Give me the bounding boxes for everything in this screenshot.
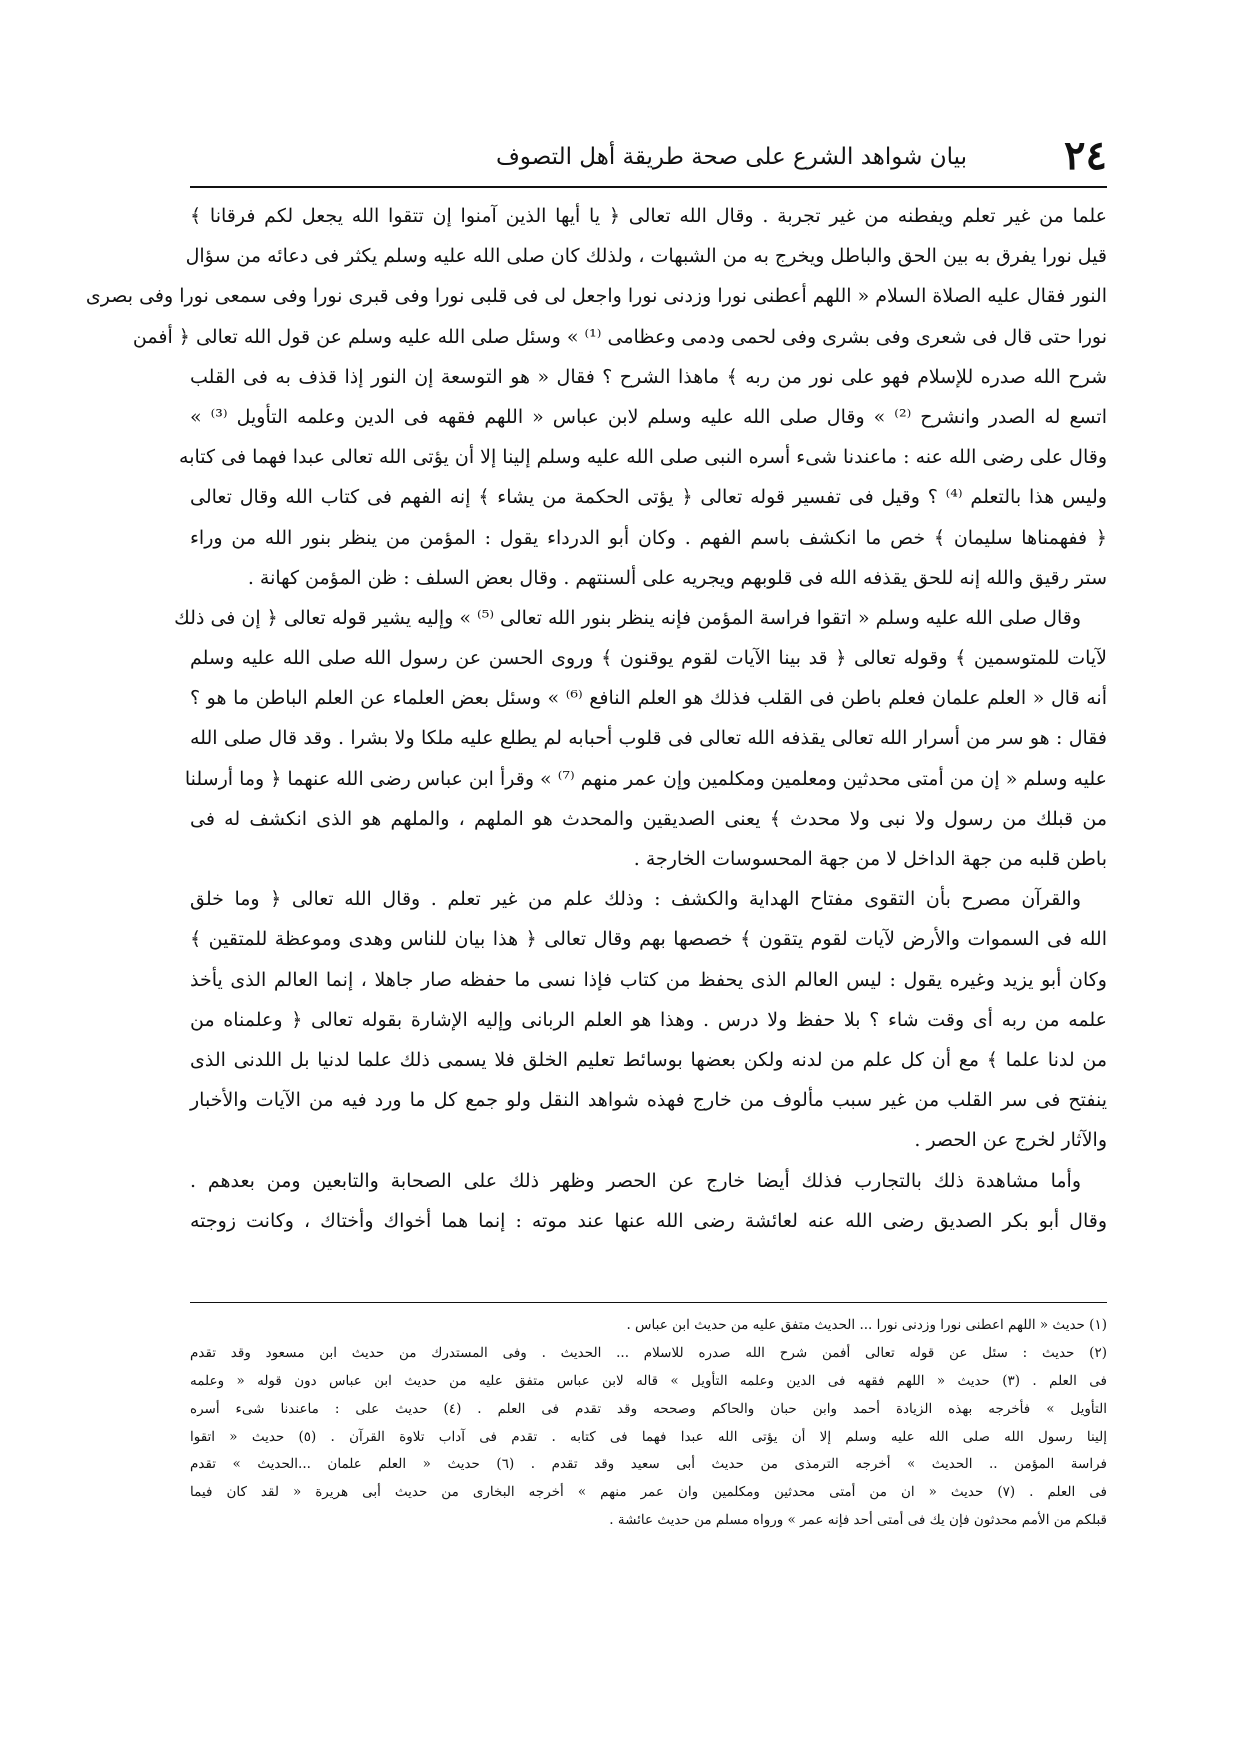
text-line: اتسع له الصدر وانشرح ⁽²⁾ » وقال صلى الله عليه وسلم لابن عباس « اللهم فقهه فى الدين وعلمه التأويل ⁽³⁾ » <box>190 405 1107 428</box>
text-line: فقال : هو سر من أسرار الله تعالى يقذفه الله تعالى فى قلوب أحبابه لم يطلع عليه ملكا ولا بشرا . وقد قال صلى الله <box>190 727 1107 750</box>
text-line: نورا حتى قال فى شعرى وفى بشرى وفى لحمى ودمى وعظامى ⁽¹⁾ » وسئل صلى الله عليه وسلم عن قول الله تعالى ﴿ أفمن <box>132 325 1107 348</box>
footnotes <box>190 1312 1107 1535</box>
footnote-line: قبلكم من الأمم محدثون فإن يك فى أمتى أحد فإنه عمر » ورواه مسلم من حديث عائشة . <box>609 1512 1107 1529</box>
text-line: وقال صلى الله عليه وسلم « اتقوا فراسة المؤمن فإنه ينظر بنور الله تعالى ⁽⁵⁾ » وإليه يشير قوله تعالى ﴿ إن فى ذلك <box>174 606 1081 629</box>
page-number: ٢٤ <box>1064 132 1107 179</box>
text-line: قيل نورا يفرق به بين الحق والباطل ويخرج به من الشبهات ، ولذلك كان صلى الله عليه وسلم يكثر فى دعائه من سؤال <box>185 245 1107 268</box>
text-line: عليه وسلم « إن من أمتى محدثين ومعلمين ومكلمين وإن عمر منهم ⁽⁷⁾ » وقرأ ابن عباس رضى الله عنهما ﴿ وما أرسلنا <box>184 767 1107 790</box>
running-title: بيان شواهد الشرع على صحة طريقة أهل التصوف <box>495 144 967 170</box>
footnote-line: (٢) حديث : سئل عن قوله تعالى أفمن شرح الله صدره للاسلام ... الحديث . وفى المستدرك من حديث ابن مسعود وقد تقدم <box>190 1344 1107 1361</box>
page-header <box>190 134 1107 184</box>
text-line: ستر رقيق والله إنه للحق يقذفه الله فى قلوبهم ويجريه على ألسنتهم . وقال بعض السلف : ظن المؤمن كهانة . <box>247 566 1107 589</box>
text-line: لآيات للمتوسمين ﴾ وقوله تعالى ﴿ قد بينا الآيات لقوم يوقنون ﴾ وروى الحسن عن رسول الله صلى الله عليه وسلم <box>190 647 1107 670</box>
text-line: والآثار لخرج عن الحصر . <box>914 1129 1107 1152</box>
footnote-line: فراسة المؤمن .. الحديث » أخرجه الترمذى من حديث أبى سعيد وقد تقدم . (٦) حديث « العلم علمان ...الحديث » تقدم <box>190 1456 1107 1473</box>
footnote-rule <box>190 1302 1107 1303</box>
text-line: ينفتح فى سر القلب من غير سبب مألوف من خارج فهذه شواهد النقل ولو جمع كل ما ورد فيه من الآيات والأخبار <box>190 1089 1107 1112</box>
text-line: وقال أبو بكر الصديق رضى الله عنه لعائشة رضى الله عنها عند موته : إنما هما أخواك وأختاك ، وكانت زوجته <box>190 1209 1107 1232</box>
footnote-line: فى العلم . (٧) حديث « ان من أمتى محدثين ومكلمين وان عمر منهم » أخرجه البخارى من حديث أبى هريرة « لقد كان فيما <box>190 1484 1107 1501</box>
text-line: من قبلك من رسول ولا نبى ولا محدث ﴾ يعنى الصديقين والمحدث هو الملهم ، والملهم هو الذى انكشف له فى <box>190 807 1107 830</box>
main-text <box>85 196 1108 1241</box>
text-line: الله فى السموات والأرض لآيات لقوم يتقون ﴾ خصصها بهم وقال تعالى ﴿ هذا بيان للناس وهدى وموعظة للمتقين ﴾ <box>190 928 1107 951</box>
text-line: وقال على رضى الله عنه : ماعندنا شىء أسره النبى صلى الله عليه وسلم إلينا إلا أن يؤتى الله تعالى عبدا فهما فى كتابه <box>179 446 1107 469</box>
text-line: من لدنا علما ﴾ مع أن كل علم من لدنه ولكن بعضها بوسائط تعليم الخلق فلا يسمى ذلك علما لدنيا بل اللدنى الذى <box>190 1048 1107 1071</box>
text-line: وليس هذا بالتعلم ⁽⁴⁾ ؟ وقيل فى تفسير قوله تعالى ﴿ يؤتى الحكمة من يشاء ﴾ إنه الفهم فى كتاب الله وقال تعالى <box>190 486 1107 509</box>
footnote-line: التأويل » فأخرجه بهذه الزيادة أحمد وابن حبان والحاكم وصححه وقد تقدم فى العلم . (٤) حديث على : ماعندنا شىء أسره <box>190 1400 1107 1417</box>
text-line: علما من غير تعلم ويفطنه من غير تجربة . وقال الله تعالى ﴿ يا أيها الذين آمنوا إن تتقوا الله يجعل لكم فرقانا ﴾ <box>190 205 1107 227</box>
text-line: النور فقال عليه الصلاة السلام « اللهم أعطنى نورا وزدنى نورا واجعل لى فى قلبى نورا وفى قبرى نورا وفى سمعى نورا وفى بصرى <box>85 285 1107 308</box>
text-line: ﴿ ففهمناها سليمان ﴾ خص ما انكشف باسم الفهم . وكان أبو الدرداء يقول : المؤمن من ينظر بنور الله من وراء <box>190 526 1107 549</box>
text-line: أنه قال « العلم علمان فعلم باطن فى القلب فذلك هو العلم النافع ⁽⁶⁾ » وسئل بعض العلماء عن العلم الباطن ما هو ؟ <box>190 687 1108 710</box>
text-line: وكان أبو يزيد وغيره يقول : ليس العالم الذى يحفظ من كتاب فإذا نسى ما حفظه صار جاهلا ، إنما العالم الذى يأخذ <box>190 968 1107 991</box>
footnote-line: فى العلم . (٣) حديث « اللهم فقهه فى الدين وعلمه التأويل » قاله لابن عباس متفق عليه من حديث ابن عباس دون قوله « وعلمه <box>190 1372 1107 1389</box>
text-line: علمه من ربه أى وقت شاء ؟ بلا حفظ ولا درس . وهذا هو العلم الربانى وإليه الإشارة بقوله تعالى ﴿ وعلمناه من <box>190 1008 1107 1031</box>
text-line: شرح الله صدره للإسلام فهو على نور من ربه ﴾ ماهذا الشرح ؟ فقال « هو التوسعة إن النور إذا قذف به فى القلب <box>190 365 1107 388</box>
footnote-line: إلينا رسول الله صلى الله عليه وسلم إلا أن يؤتى الله عبدا فهما فى كتابه . تقدم فى آداب تلاوة القرآن . (٥) حديث « اتقوا <box>190 1428 1107 1445</box>
header-rule <box>190 186 1107 188</box>
footnote-line: (١) حديث « اللهم اعطنى نورا وزدنى نورا ... الحديث متفق عليه من حديث ابن عباس . <box>626 1317 1107 1333</box>
text-line: وأما مشاهدة ذلك بالتجارب فذلك أيضا خارج عن الحصر وظهر ذلك على الصحابة والتابعين ومن بعدهم . <box>190 1169 1081 1192</box>
text-line: باطن قلبه من جهة الداخل لا من جهة المحسوسات الخارجة . <box>633 848 1107 870</box>
text-line: والقرآن مصرح بأن التقوى مفتاح الهداية والكشف : وذلك علم من غير تعلم . وقال الله تعالى ﴿ وما خلق <box>190 888 1081 911</box>
